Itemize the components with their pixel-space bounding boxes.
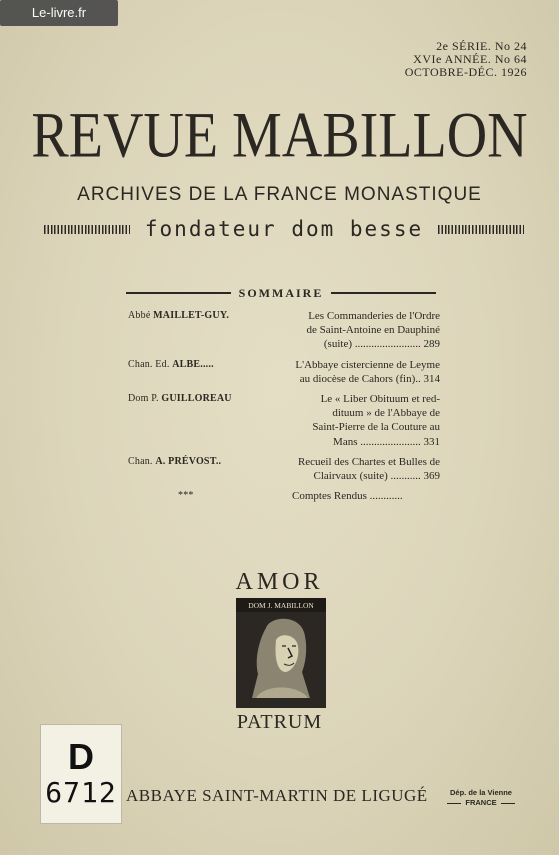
table-of-contents [128,309,440,509]
ornament-right [438,225,524,234]
motto-top: AMOR [235,569,324,595]
author-prefix: Chan. Ed. [128,358,170,370]
watermark-badge: Le-livre.fr [0,0,118,26]
issue-info [405,40,527,79]
toc-entry [128,358,440,386]
work-line: Comptes Rendus ............ [292,490,403,503]
mabillon-portrait [236,598,326,708]
issue-series: 2e SÉRIE. No 24 [436,39,527,53]
department-info [436,788,526,808]
toc-work [292,489,440,503]
work-line: Clairvaux (suite) ........... 369 [313,470,440,483]
sommaire-heading-row [126,286,436,300]
author-name: MAILLET-GUY. [153,310,230,321]
toc-author [128,489,292,503]
author-prefix: *** [178,490,194,502]
author-name: A. PRÉVOST.. [155,455,222,467]
work-line: Recueil des Chartes et Bulles de [297,455,440,468]
work-line: de Saint-Antoine en Dauphiné [306,324,440,337]
portrait-caption: DOM J. MABILLON [248,601,314,610]
work-line: Mans ...................... 331 [333,435,440,448]
toc-work [242,392,440,449]
publisher: ABBAYE SAINT-MARTIN DE LIGUGÉ [126,786,428,805]
author-name: ALBE..... [172,358,214,370]
toc-author [128,358,242,386]
ornament-left [44,225,130,234]
dash-right [501,803,515,804]
author-prefix: Abbé [128,310,151,321]
dash-left [447,803,461,804]
dept-line2-row [436,798,526,808]
rule-left [126,292,231,294]
toc-author [128,392,242,449]
toc-work [242,309,440,352]
journal-title: REVUE MABILLON [31,100,528,172]
work-line: Le « Liber Obituum et red- [320,393,440,406]
toc-work [242,358,440,386]
author-prefix: Dom P. [128,393,159,405]
dept-line2: FRANCE [465,798,497,807]
work-line: (suite) ........................ 289 [323,338,440,351]
library-stamp [40,724,122,824]
sommaire-heading: SOMMAIRE [238,285,324,300]
motto-bottom: PATRUM [236,711,323,733]
issue-date: OCTOBRE-DÉC. 1926 [404,65,527,79]
work-line: au diocèse de Cahors (fin).. 314 [299,372,440,385]
founder-line: fondateur dom besse [144,217,424,241]
author-name: GUILLOREAU [161,393,232,405]
work-line: Les Commanderies de l'Ordre [308,310,440,322]
toc-entry [128,455,440,483]
author-prefix: Chan. [128,455,153,467]
issue-year: XVIe ANNÉE. No 64 [413,52,527,66]
founder-row [44,216,524,242]
stamp-letter: D [68,736,94,777]
stamp-number: 6712 [45,776,117,809]
work-line: L'Abbaye cistercienne de Leyme [295,358,440,371]
dept-line1: Dép. de la Vienne [450,788,512,797]
journal-subtitle: ARCHIVES DE LA FRANCE MONASTIQUE [77,184,482,205]
work-line: Saint-Pierre de la Couture au [312,421,440,434]
toc-author [128,309,242,352]
rule-right [331,292,436,294]
toc-entry [128,309,440,352]
toc-entry [128,489,440,503]
toc-work [242,455,440,483]
toc-author [128,455,242,483]
work-line: dituum » de l'Abbaye de [332,407,440,420]
toc-entry [128,392,440,449]
